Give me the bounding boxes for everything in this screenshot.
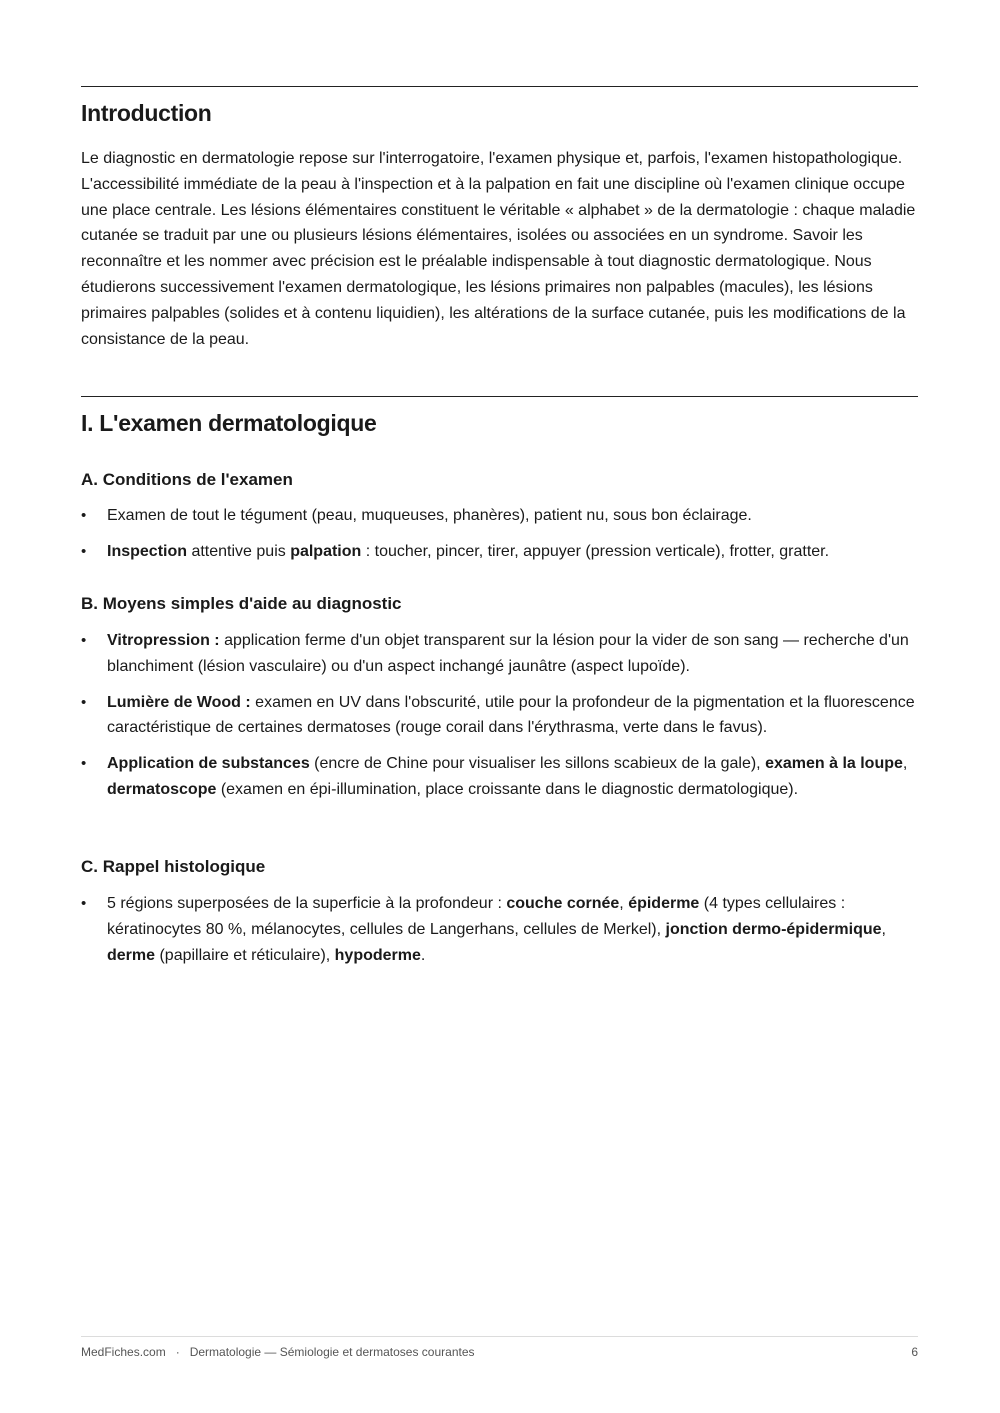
list-item: • Examen de tout le tégument (peau, muqueuses, phanères), patient nu, sous bon éclairage. <box>81 503 918 529</box>
subsection-heading-histologie: C. Rappel histologique <box>81 857 266 876</box>
histologie-list <box>81 891 918 978</box>
page-footer <box>81 1345 918 1359</box>
list-item: • Application de substances (encre de Chine pour visualiser les sillons scabieux de la gale), examen à la loupe, dermatoscope (examen en épi-illumination, place croissante dans le diagnostic dermatologique). <box>81 751 918 803</box>
intro-paragraph: Le diagnostic en dermatologie repose sur l'interrogatoire, l'examen physique et, parfois, l'examen histopathologique. L'accessibilité immédiate de la peau à l'inspection et à la palpation en fait une discipline où l'examen clinique occupe une place centrale. Les lésions élémentaires constituent le véritable « alphabet » de la dermatologie : chaque maladie cutanée se traduit par une ou plusieurs lésions élémentaires, isolées ou associées en un syndrome. Savoir les reconnaître et les nommer avec précision est le préalable indispensable à tout diagnostic dermatologique. Nous étudierons successivement l'examen dermatologique, les lésions primaires non palpables (macules), les lésions primaires palpables (solides et à contenu liquidien), les altérations de la surface cutanée, puis les modifications de la consistance de la peau. <box>81 150 916 348</box>
subsection-heading-moyens: B. Moyens simples d'aide au diagnostic <box>81 594 402 613</box>
list-item: • Vitropression : application ferme d'un objet transparent sur la lésion pour la vider de son sang — recherche d'un blanchiment (lésion vasculaire) ou d'un aspect inchangé jaunâtre (aspect lupoïde). <box>81 628 918 680</box>
section-divider <box>81 396 918 397</box>
conditions-list <box>81 503 918 575</box>
footer-left <box>81 1345 475 1359</box>
section-divider <box>81 86 918 87</box>
intro-heading: Introduction <box>81 100 212 126</box>
page-number: 6 <box>911 1345 918 1359</box>
subsection-heading-conditions: A. Conditions de l'examen <box>81 470 293 489</box>
list-item: • Inspection attentive puis palpation : toucher, pincer, tirer, appuyer (pression verticale), frotter, gratter. <box>81 539 918 565</box>
section-heading: I. L'examen dermatologique <box>81 410 377 436</box>
footer-course: Dermatologie — Sémiologie et dermatoses courantes <box>189 1345 475 1359</box>
moyens-list <box>81 628 918 813</box>
footer-separator: · <box>175 1345 180 1359</box>
list-item: • 5 régions superposées de la superficie à la profondeur : couche cornée, épiderme (4 types cellulaires : kératinocytes 80 %, mélanocytes, cellules de Langerhans, cellules de Merkel), jonction dermo-épidermique, derme (papillaire et réticulaire), hypoderme. <box>81 891 918 968</box>
footer-site: MedFiches.com <box>81 1345 166 1359</box>
footer-divider <box>81 1336 918 1337</box>
list-item: • Lumière de Wood : examen en UV dans l'obscurité, utile pour la profondeur de la pigmentation et la fluorescence caractéristique de certaines dermatoses (rouge corail dans l'érythrasma, verte dans le favus). <box>81 690 918 742</box>
